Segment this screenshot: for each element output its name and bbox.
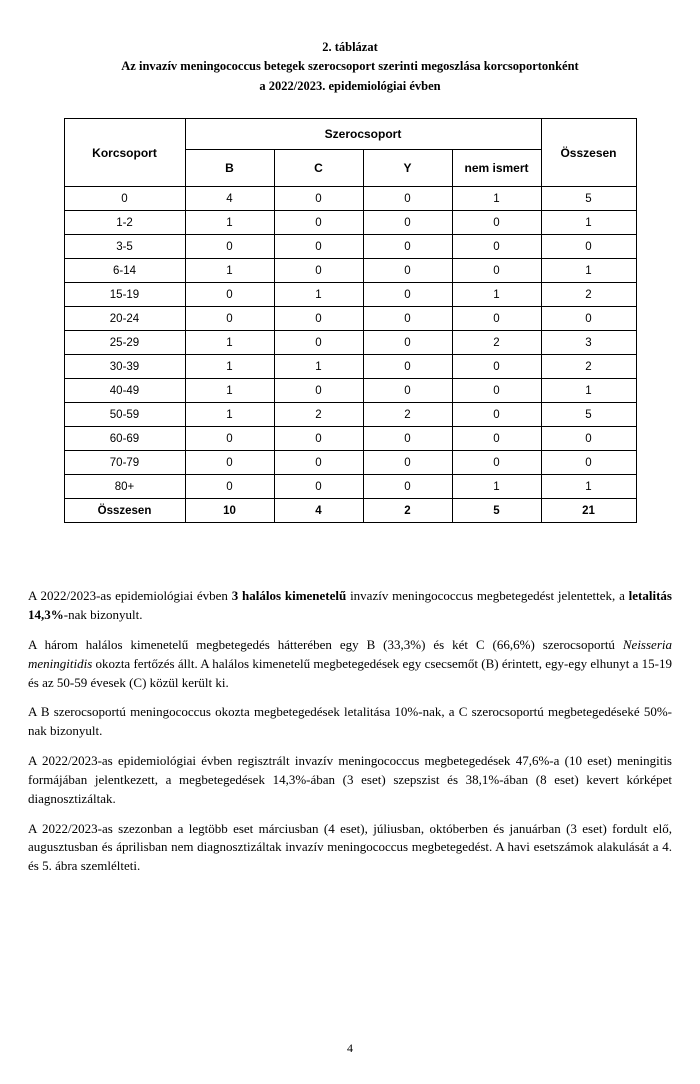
- row-label: 60-69: [64, 427, 185, 451]
- paragraph: A 2022/2023-as szezonban a legtöbb eset márciusban (4 eset), júliusban, októberben és januárban (3 eset) fordult elő, augusztusban és áprilisban nem diagnosztizáltak invazív meningococcus megbetegedést. A havi esetszámok alakulását a 4. és 5. ábra szemlélteti.: [28, 820, 672, 874]
- paragraph: A 2022/2023-as epidemiológiai évben 3 halálos kimenetelű invazív meningococcus megbetegedést jelentettek, a letalitás 14,3%-nak bizonyult.: [28, 588, 672, 622]
- cell-value: 1: [185, 379, 274, 403]
- column-header-age-group: Korcsoport: [64, 119, 185, 187]
- cell-row-total: 3: [541, 331, 636, 355]
- cell-value: 1: [274, 355, 363, 379]
- cell-value: 0: [185, 427, 274, 451]
- column-header-serogroup: Szerocsoport: [185, 119, 541, 150]
- cell-value: 0: [363, 379, 452, 403]
- row-label: 15-19: [64, 283, 185, 307]
- table-row: [64, 331, 636, 355]
- cell-value: 0: [363, 283, 452, 307]
- row-label: 70-79: [64, 451, 185, 475]
- cell-row-total: 1: [541, 211, 636, 235]
- cell-value: 0: [185, 235, 274, 259]
- row-label: 6-14: [64, 259, 185, 283]
- table-container: [28, 118, 672, 523]
- table-row: [64, 403, 636, 427]
- cell-value: 0: [274, 331, 363, 355]
- cell-value: 0: [274, 427, 363, 451]
- cell-value: 0: [185, 307, 274, 331]
- cell-value: 0: [185, 451, 274, 475]
- column-header-y: Y: [363, 150, 452, 187]
- body-text: [28, 587, 672, 876]
- row-label: 25-29: [64, 331, 185, 355]
- title-line-1: 2. táblázat: [322, 40, 378, 54]
- cell-value: 1: [452, 187, 541, 211]
- table-head: [64, 119, 636, 187]
- cell-value: 0: [185, 283, 274, 307]
- cell-value: 0: [363, 259, 452, 283]
- cell-row-total: 2: [541, 283, 636, 307]
- table-row: [64, 475, 636, 499]
- cell-value: 0: [363, 355, 452, 379]
- cell-value: 0: [452, 403, 541, 427]
- table-row: [64, 259, 636, 283]
- cell-value: 0: [274, 259, 363, 283]
- table-row: [64, 211, 636, 235]
- page-number: 4: [347, 1041, 353, 1055]
- table-row: [64, 379, 636, 403]
- cell-value: 1: [185, 403, 274, 427]
- row-label: 3-5: [64, 235, 185, 259]
- table-row-totals: [64, 499, 636, 523]
- cell-value: 1: [185, 355, 274, 379]
- title-line-3: a 2022/2023. epidemiológiai évben: [259, 78, 441, 93]
- table-row: [64, 187, 636, 211]
- cell-value: 0: [274, 379, 363, 403]
- page-title: [28, 38, 672, 96]
- cell-value: 0: [452, 427, 541, 451]
- cell-value: 0: [363, 331, 452, 355]
- row-label-total: Összesen: [64, 499, 185, 523]
- cell-grand-total: 21: [541, 499, 636, 523]
- cell-row-total: 1: [541, 379, 636, 403]
- cell-row-total: 2: [541, 355, 636, 379]
- cell-value: 0: [274, 451, 363, 475]
- row-label: 0: [64, 187, 185, 211]
- cell-value: 0: [274, 187, 363, 211]
- cell-value: 2: [274, 403, 363, 427]
- cell-row-total: 5: [541, 403, 636, 427]
- cell-value: 1: [452, 475, 541, 499]
- cell-column-total: 4: [274, 499, 363, 523]
- row-label: 20-24: [64, 307, 185, 331]
- cell-value: 0: [452, 211, 541, 235]
- cell-value: 0: [452, 355, 541, 379]
- cell-value: 1: [185, 331, 274, 355]
- title-line-2: Az invazív meningococcus betegek szerocsoport szerinti megoszlása korcsoportonként: [121, 59, 579, 74]
- cell-row-total: 1: [541, 475, 636, 499]
- cell-value: 0: [185, 475, 274, 499]
- table-row: [64, 355, 636, 379]
- cell-value: 2: [363, 403, 452, 427]
- row-label: 50-59: [64, 403, 185, 427]
- column-header-c: C: [274, 150, 363, 187]
- paragraph: A 2022/2023-as epidemiológiai évben regisztrált invazív meningococcus megbetegedések 47,6%-a (10 eset) meningitis formájában jelentkezett, a megbetegedések 14,3%-ában (3 eset) szepszist és 38,1%-ában (8 eset) kevert kórképet diagnosztizáltak.: [28, 753, 672, 806]
- cell-row-total: 0: [541, 451, 636, 475]
- cell-value: 4: [185, 187, 274, 211]
- row-label: 1-2: [64, 211, 185, 235]
- cell-value: 0: [274, 307, 363, 331]
- cell-value: 0: [363, 475, 452, 499]
- cell-row-total: 5: [541, 187, 636, 211]
- cell-value: 0: [452, 451, 541, 475]
- cell-value: 0: [363, 211, 452, 235]
- table-body: [64, 187, 636, 523]
- table-row: [64, 235, 636, 259]
- cell-value: 0: [363, 187, 452, 211]
- table-row: [64, 307, 636, 331]
- serogroup-age-table: [64, 118, 637, 523]
- cell-row-total: 0: [541, 427, 636, 451]
- cell-value: 1: [185, 259, 274, 283]
- cell-value: 0: [452, 379, 541, 403]
- cell-value: 1: [274, 283, 363, 307]
- table-row: [64, 427, 636, 451]
- cell-value: 1: [452, 283, 541, 307]
- cell-value: 0: [274, 475, 363, 499]
- cell-row-total: 1: [541, 259, 636, 283]
- cell-value: 0: [452, 235, 541, 259]
- cell-value: 0: [363, 451, 452, 475]
- table-row: [64, 451, 636, 475]
- cell-column-total: 5: [452, 499, 541, 523]
- cell-column-total: 10: [185, 499, 274, 523]
- column-header-total: Összesen: [541, 119, 636, 187]
- cell-row-total: 0: [541, 307, 636, 331]
- cell-value: 0: [274, 211, 363, 235]
- cell-value: 2: [452, 331, 541, 355]
- cell-value: 0: [363, 307, 452, 331]
- column-header-unknown: nem ismert: [452, 150, 541, 187]
- cell-value: 0: [452, 259, 541, 283]
- paragraph: A B szerocsoportú meningococcus okozta megbetegedések letalitása 10%-nak, a C szerocsoportú megbetegedéseké 50%-nak bizonyult.: [28, 704, 672, 739]
- cell-value: 0: [452, 307, 541, 331]
- cell-row-total: 0: [541, 235, 636, 259]
- table-row: [64, 283, 636, 307]
- cell-value: 0: [363, 235, 452, 259]
- column-header-b: B: [185, 150, 274, 187]
- row-label: 30-39: [64, 355, 185, 379]
- cell-value: 0: [274, 235, 363, 259]
- paragraph: A három halálos kimenetelű megbetegedés hátterében egy B (33,3%) és két C (66,6%) szerocsoportú Neisseria meningitidis okozta fertőzés állt. A halálos kimenetelű megbetegedések egy csecsemőt (B) érintett, egy-egy elhunyt a 15-19 és az 50-59 évesek (C) közül került ki.: [28, 636, 672, 690]
- cell-value: 0: [363, 427, 452, 451]
- cell-value: 1: [185, 211, 274, 235]
- row-label: 80+: [64, 475, 185, 499]
- row-label: 40-49: [64, 379, 185, 403]
- cell-column-total: 2: [363, 499, 452, 523]
